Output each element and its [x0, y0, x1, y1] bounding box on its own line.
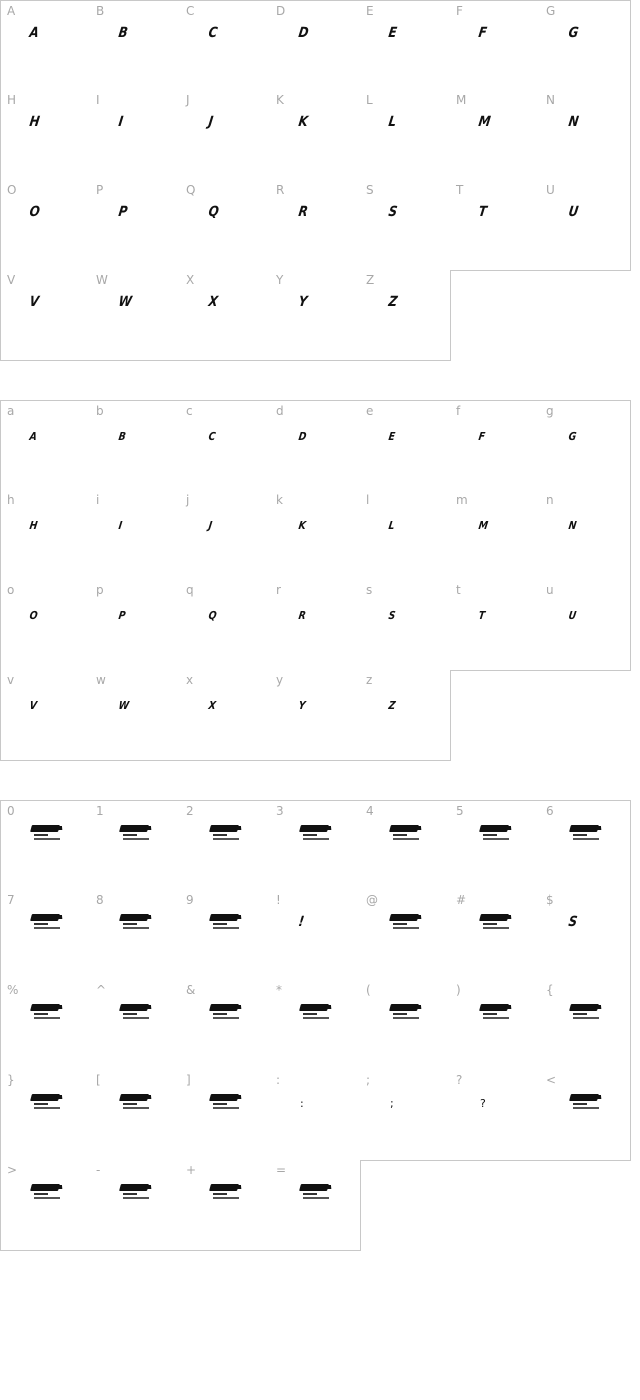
glyph-cell: [90, 670, 181, 761]
glyph-cell: [270, 90, 361, 181]
glyph-cell: [0, 0, 91, 91]
glyph-cell: [360, 180, 451, 271]
glyph-label: T: [456, 183, 464, 197]
glyph-sample: D: [297, 430, 308, 443]
glyph-label: x: [186, 673, 194, 687]
glyph-sample: R: [297, 204, 309, 220]
glyph-cell: [270, 270, 361, 361]
glyph-label: k: [276, 493, 283, 507]
glyph-label: $: [546, 893, 554, 907]
glyph-sample: X: [207, 699, 217, 712]
glyph-sample: T: [477, 204, 488, 220]
glyph-cell: [180, 1160, 271, 1251]
glyph-sample: S: [387, 609, 397, 622]
missing-glyph-logo: [570, 825, 602, 843]
missing-glyph-logo: [300, 1184, 332, 1202]
glyph-cell: [180, 1070, 271, 1161]
glyph-sample: Y: [297, 294, 309, 310]
glyph-label: <: [546, 1073, 557, 1087]
glyph-label: q: [186, 583, 194, 597]
glyph-label: 9: [186, 893, 194, 907]
glyph-label: +: [186, 1163, 197, 1177]
glyph-cell: [360, 580, 451, 671]
glyph-label: 0: [7, 804, 15, 818]
glyph-label: :: [276, 1073, 281, 1087]
missing-glyph-logo: [390, 914, 422, 932]
glyph-cell: [0, 800, 91, 891]
glyph-sample: E: [387, 430, 396, 443]
glyph-cell: [360, 0, 451, 91]
glyph-cell: [0, 580, 91, 671]
glyph-sample: ?: [480, 1097, 486, 1110]
glyph-label: J: [186, 93, 190, 107]
missing-glyph-logo: [390, 825, 422, 843]
glyph-sample: P: [117, 609, 127, 622]
glyph-cell: [0, 1160, 91, 1251]
glyph-sample: F: [477, 430, 486, 443]
glyph-cell: [90, 180, 181, 271]
glyph-sample: T: [477, 609, 486, 622]
glyph-cell: [450, 800, 541, 891]
glyph-label: 5: [456, 804, 464, 818]
missing-glyph-logo: [210, 825, 242, 843]
glyph-sample: C: [207, 25, 219, 41]
glyph-sample: F: [477, 25, 488, 41]
glyph-label: B: [96, 4, 105, 18]
glyph-cell: [270, 890, 361, 981]
glyph-sample: G: [567, 430, 578, 443]
glyph-cell: [450, 0, 541, 91]
glyph-sample: W: [117, 699, 130, 712]
glyph-label: D: [276, 4, 286, 18]
glyph-sample: L: [387, 519, 396, 532]
glyph-sample: B: [117, 25, 129, 41]
lowercase-grid: [0, 400, 631, 760]
glyph-label: M: [456, 93, 467, 107]
glyph-label: i: [96, 493, 100, 507]
glyph-cell: [180, 90, 271, 181]
glyph-cell: [180, 180, 271, 271]
glyph-cell: [180, 800, 271, 891]
missing-glyph-logo: [570, 1004, 602, 1022]
symbols-grid: [0, 800, 631, 1250]
glyph-label: e: [366, 404, 374, 418]
symbols-section: [0, 800, 631, 1250]
glyph-cell: [540, 180, 631, 271]
glyph-label: 6: [546, 804, 554, 818]
glyph-sample: H: [28, 114, 41, 130]
glyph-sample: S: [567, 914, 579, 930]
glyph-cell: [0, 980, 91, 1071]
glyph-label: b: [96, 404, 104, 418]
glyph-cell: [540, 400, 631, 491]
glyph-sample: N: [567, 114, 580, 130]
glyph-cell: [270, 1160, 361, 1251]
glyph-label: 1: [96, 804, 104, 818]
missing-glyph-logo: [300, 825, 332, 843]
glyph-cell: [180, 400, 271, 491]
glyph-label: n: [546, 493, 554, 507]
glyph-sample: V: [28, 294, 40, 310]
glyph-label: G: [546, 4, 556, 18]
glyph-label: {: [546, 983, 554, 997]
glyph-label: d: [276, 404, 284, 418]
glyph-label: ;: [366, 1073, 371, 1087]
glyph-label: u: [546, 583, 554, 597]
glyph-cell: [270, 670, 361, 761]
glyph-cell: [0, 490, 91, 581]
glyph-cell: [90, 1160, 181, 1251]
glyph-sample: U: [567, 204, 580, 220]
glyph-cell: [90, 980, 181, 1071]
glyph-label: s: [366, 583, 373, 597]
glyph-label: [: [96, 1073, 101, 1087]
glyph-label: C: [186, 4, 195, 18]
missing-glyph-logo: [210, 1094, 242, 1112]
glyph-cell: [90, 490, 181, 581]
glyph-label: y: [276, 673, 284, 687]
glyph-sample: J: [207, 519, 214, 532]
glyph-sample: ;: [390, 1097, 394, 1110]
glyph-label: *: [276, 983, 282, 997]
glyph-cell: [540, 90, 631, 181]
glyph-label: @: [366, 893, 378, 907]
glyph-label: L: [366, 93, 373, 107]
glyph-cell: [450, 90, 541, 181]
glyph-cell: [540, 580, 631, 671]
glyph-cell: [90, 800, 181, 891]
glyph-label: w: [96, 673, 106, 687]
glyph-label: P: [96, 183, 104, 197]
glyph-label: A: [7, 4, 16, 18]
glyph-label: =: [276, 1163, 287, 1177]
glyph-label: F: [456, 4, 463, 18]
glyph-cell: [450, 490, 541, 581]
glyph-cell: [450, 980, 541, 1071]
glyph-sample: S: [387, 204, 399, 220]
missing-glyph-logo: [120, 1004, 152, 1022]
glyph-label: 7: [7, 893, 15, 907]
glyph-label: W: [96, 273, 108, 287]
missing-glyph-logo: [120, 914, 152, 932]
glyph-cell: [540, 1070, 631, 1161]
glyph-label: O: [7, 183, 17, 197]
glyph-cell: [450, 180, 541, 271]
glyph-sample: P: [117, 204, 129, 220]
glyph-cell: [270, 0, 361, 91]
glyph-label: z: [366, 673, 373, 687]
glyph-label: p: [96, 583, 104, 597]
uppercase-grid: [0, 0, 631, 360]
glyph-sample: M: [477, 519, 489, 532]
glyph-cell: [0, 400, 91, 491]
glyph-label: >: [7, 1163, 18, 1177]
missing-glyph-logo: [120, 1094, 152, 1112]
glyph-cell: [0, 270, 91, 361]
missing-glyph-logo: [390, 1004, 422, 1022]
glyph-cell: [450, 400, 541, 491]
glyph-label: I: [96, 93, 100, 107]
glyph-label: (: [366, 983, 371, 997]
glyph-sample: :: [300, 1097, 304, 1110]
glyph-cell: [450, 890, 541, 981]
glyph-cell: [0, 890, 91, 981]
glyph-sample: U: [567, 609, 578, 622]
glyph-label: X: [186, 273, 195, 287]
lowercase-section: [0, 400, 631, 760]
glyph-sample: L: [387, 114, 398, 130]
glyph-cell: [270, 180, 361, 271]
glyph-label: #: [456, 893, 467, 907]
glyph-sample: W: [117, 294, 133, 310]
glyph-label: 2: [186, 804, 194, 818]
missing-glyph-logo: [480, 914, 512, 932]
glyph-label: V: [7, 273, 16, 287]
glyph-sample: I: [117, 114, 125, 130]
glyph-sample: C: [207, 430, 217, 443]
glyph-label: !: [276, 893, 281, 907]
missing-glyph-logo: [120, 1184, 152, 1202]
missing-glyph-logo: [480, 1004, 512, 1022]
glyph-label: 4: [366, 804, 374, 818]
glyph-sample: O: [28, 609, 39, 622]
glyph-sample: !: [297, 914, 306, 930]
glyph-sample: R: [297, 609, 307, 622]
glyph-cell: [180, 670, 271, 761]
glyph-label: c: [186, 404, 193, 418]
glyph-sample: M: [477, 114, 492, 130]
glyph-label: }: [7, 1073, 15, 1087]
glyph-cell: [540, 800, 631, 891]
glyph-cell: [180, 890, 271, 981]
missing-glyph-logo: [210, 1184, 242, 1202]
glyph-cell: [360, 980, 451, 1071]
glyph-sample: Q: [207, 609, 218, 622]
glyph-cell: [540, 490, 631, 581]
missing-glyph-logo: [480, 825, 512, 843]
glyph-label: 3: [276, 804, 284, 818]
glyph-label: E: [366, 4, 374, 18]
glyph-label: t: [456, 583, 461, 597]
glyph-sample: H: [28, 519, 39, 532]
glyph-label: ?: [456, 1073, 463, 1087]
glyph-cell: [270, 800, 361, 891]
glyph-sample: K: [297, 114, 309, 130]
missing-glyph-logo: [570, 1094, 602, 1112]
missing-glyph-logo: [31, 1184, 63, 1202]
glyph-cell: [90, 90, 181, 181]
glyph-label: j: [186, 493, 190, 507]
glyph-cell: [90, 0, 181, 91]
glyph-cell: [360, 890, 451, 981]
glyph-cell: [360, 1070, 451, 1161]
missing-glyph-logo: [31, 825, 63, 843]
glyph-cell: [360, 400, 451, 491]
glyph-cell: [0, 1070, 91, 1161]
glyph-sample: G: [567, 25, 580, 41]
missing-glyph-logo: [210, 1004, 242, 1022]
glyph-label: ^: [96, 983, 107, 997]
glyph-sample: K: [297, 519, 307, 532]
glyph-cell: [360, 670, 451, 761]
glyph-label: &: [186, 983, 196, 997]
glyph-sample: B: [117, 430, 127, 443]
glyph-sample: Z: [387, 294, 399, 310]
glyph-label: Z: [366, 273, 375, 287]
glyph-sample: Y: [297, 699, 307, 712]
glyph-label: l: [366, 493, 370, 507]
glyph-sample: A: [28, 430, 38, 443]
glyph-label: N: [546, 93, 555, 107]
glyph-sample: V: [28, 699, 38, 712]
glyph-label: g: [546, 404, 554, 418]
glyph-cell: [0, 670, 91, 761]
glyph-sample: N: [567, 519, 578, 532]
glyph-sample: I: [117, 519, 124, 532]
glyph-label: 8: [96, 893, 104, 907]
glyph-cell: [540, 890, 631, 981]
glyph-cell: [90, 580, 181, 671]
glyph-label: ]: [186, 1073, 191, 1087]
missing-glyph-logo: [120, 825, 152, 843]
glyph-cell: [360, 90, 451, 181]
glyph-sample: Q: [207, 204, 220, 220]
glyph-cell: [90, 270, 181, 361]
glyph-cell: [270, 980, 361, 1071]
glyph-label: K: [276, 93, 284, 107]
glyph-label: Y: [276, 273, 284, 287]
missing-glyph-logo: [300, 1004, 332, 1022]
glyph-label: Q: [186, 183, 196, 197]
glyph-cell: [360, 800, 451, 891]
missing-glyph-logo: [210, 914, 242, 932]
glyph-cell: [180, 490, 271, 581]
glyph-cell: [360, 490, 451, 581]
glyph-label: S: [366, 183, 374, 197]
glyph-label: v: [7, 673, 15, 687]
glyph-cell: [90, 400, 181, 491]
glyph-cell: [450, 1070, 541, 1161]
glyph-cell: [180, 980, 271, 1071]
glyph-sample: E: [387, 25, 398, 41]
missing-glyph-logo: [31, 1004, 63, 1022]
uppercase-section: [0, 0, 631, 360]
glyph-sample: X: [207, 294, 219, 310]
glyph-sample: D: [297, 25, 310, 41]
glyph-cell: [0, 90, 91, 181]
glyph-cell: [90, 1070, 181, 1161]
glyph-cell: [180, 580, 271, 671]
glyph-label: U: [546, 183, 555, 197]
glyph-cell: [270, 580, 361, 671]
glyph-cell: [270, 490, 361, 581]
glyph-label: m: [456, 493, 468, 507]
glyph-label: -: [96, 1163, 101, 1177]
glyph-sample: O: [28, 204, 41, 220]
glyph-label: %: [7, 983, 19, 997]
glyph-cell: [270, 400, 361, 491]
missing-glyph-logo: [31, 914, 63, 932]
glyph-cell: [180, 0, 271, 91]
glyph-label: h: [7, 493, 15, 507]
glyph-label: r: [276, 583, 281, 597]
glyph-sample: Z: [387, 699, 397, 712]
glyph-cell: [540, 0, 631, 91]
glyph-cell: [540, 980, 631, 1071]
glyph-cell: [90, 890, 181, 981]
glyph-label: f: [456, 404, 461, 418]
glyph-cell: [360, 270, 451, 361]
glyph-cell: [0, 180, 91, 271]
glyph-sample: J: [207, 114, 215, 130]
glyph-label: o: [7, 583, 15, 597]
glyph-label: R: [276, 183, 285, 197]
glyph-label: ): [456, 983, 461, 997]
glyph-sample: A: [28, 25, 40, 41]
glyph-cell: [270, 1070, 361, 1161]
glyph-label: a: [7, 404, 15, 418]
glyph-cell: [450, 580, 541, 671]
missing-glyph-logo: [31, 1094, 63, 1112]
glyph-cell: [180, 270, 271, 361]
glyph-label: H: [7, 93, 17, 107]
